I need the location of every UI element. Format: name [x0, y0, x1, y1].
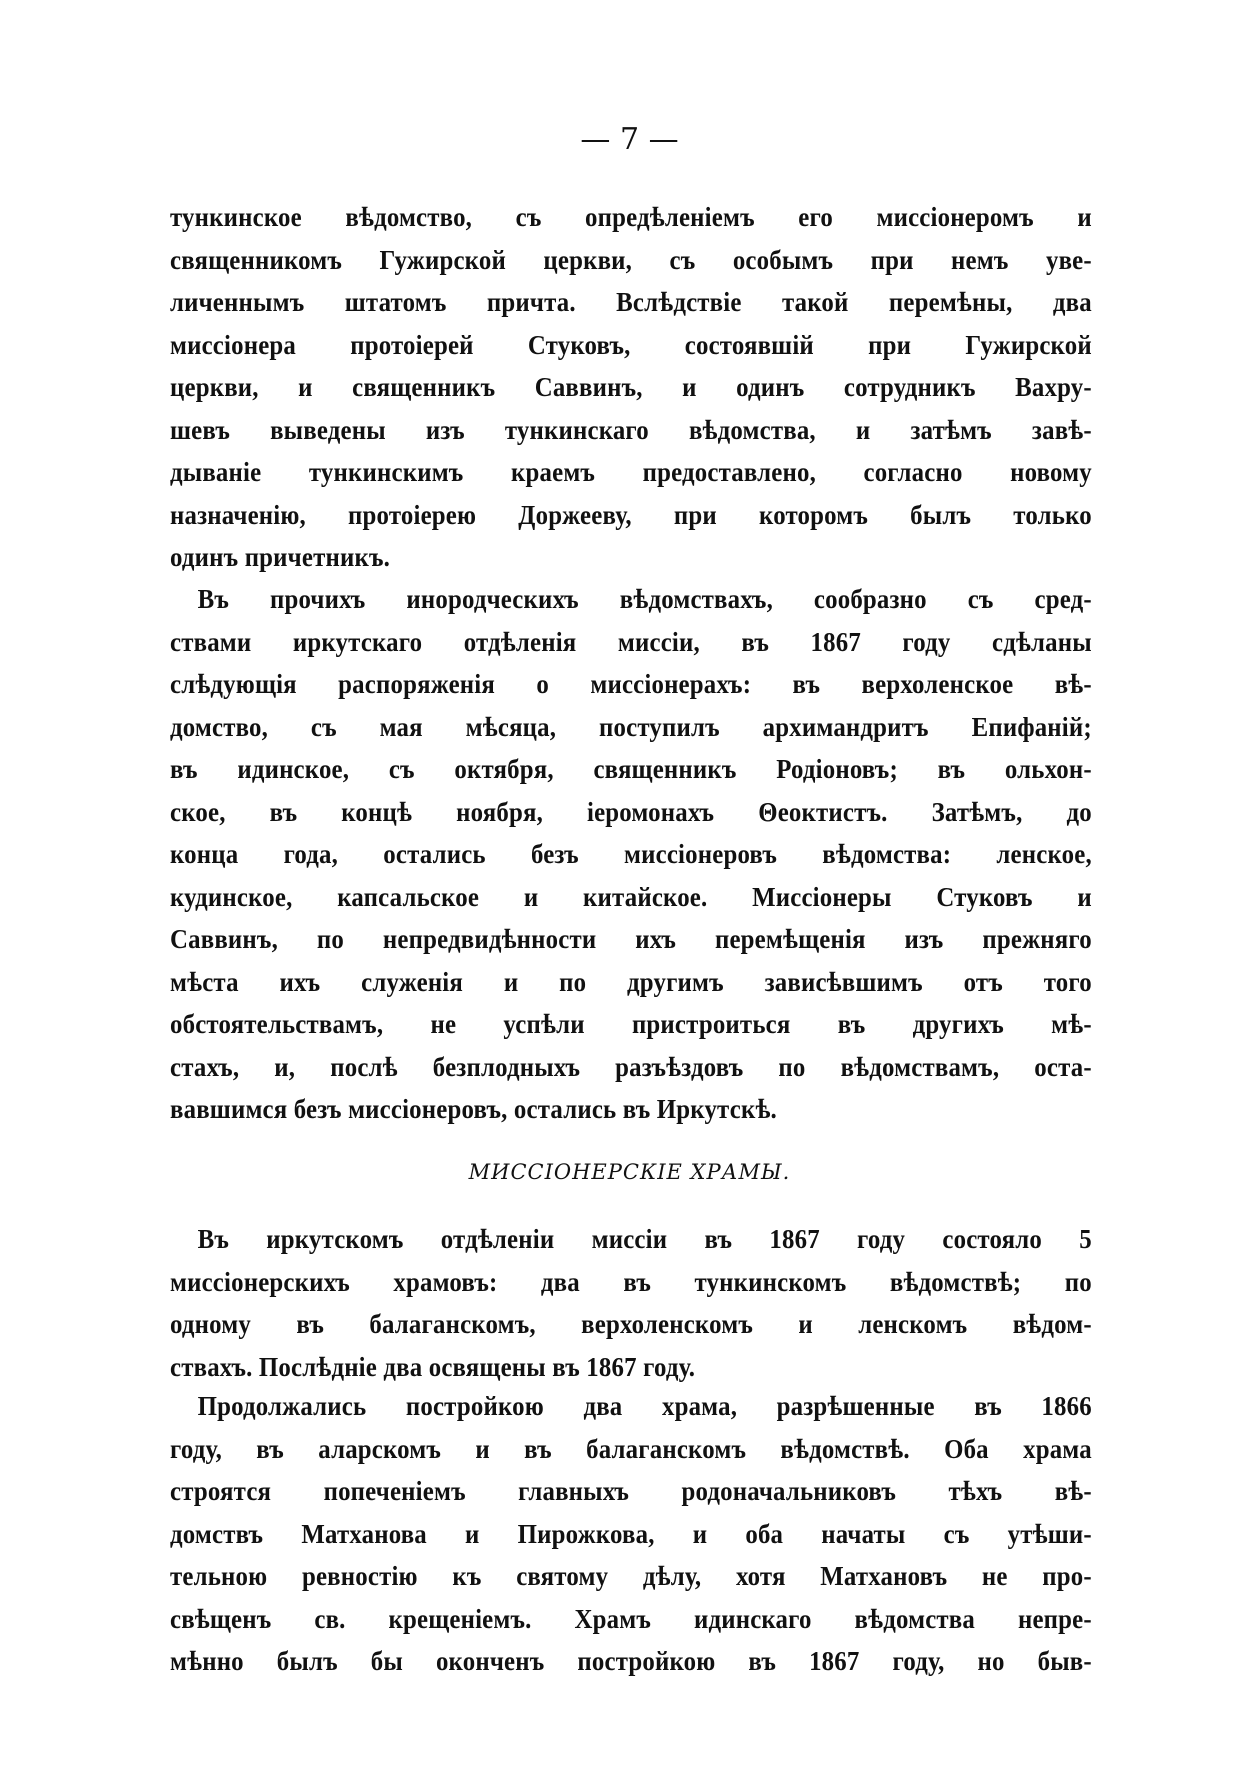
paragraph-continuation [170, 196, 1092, 579]
text-line: мѣнно былъ бы оконченъ постройкою въ 1867 году, но быв- [170, 1646, 1092, 1676]
text-line: тункинское вѣдомство, съ опредѣленіемъ его миссіонеромъ и [170, 202, 1092, 232]
text-line: миссіонерскихъ храмовъ: два въ тункинскомъ вѣдомствѣ; по [170, 1266, 1092, 1297]
text-line: ское, въ концѣ ноября, іеромонахъ Θеоктистъ. Затѣмъ, до [170, 796, 1092, 827]
text-line: ствами иркутскаго отдѣленія миссіи, въ 1867 году сдѣланы [170, 626, 1092, 657]
paragraph-mission-churches [170, 1218, 1092, 1388]
text-line: мѣста ихъ служенія и по другимъ зависѣвшимъ отъ того [170, 966, 1092, 997]
text-line: конца года, остались безъ миссіонеровъ вѣдомства: ленское, [170, 839, 1092, 869]
text-line: миссіонера протоіерей Стуковъ, состоявшій при Гужирской [170, 329, 1092, 360]
paragraph-other-departments [170, 578, 1092, 1131]
text-line: стахъ, и, послѣ безплодныхъ разъѣздовъ по вѣдомствамъ, оста- [170, 1051, 1092, 1082]
text-line: вавшимся безъ миссіонеровъ, остались въ Иркутскѣ. [170, 1094, 777, 1124]
text-line: Саввинъ, по непредвидѣнности ихъ перемѣщенія изъ прежняго [170, 924, 1092, 954]
text-line: Въ прочихъ инородческихъ вѣдомствахъ, сообразно съ сред- [197, 584, 1092, 614]
text-line: церкви, и священникъ Саввинъ, и одинъ сотрудникъ Вахру- [170, 372, 1092, 402]
text-line: шевъ выведены изъ тункинскаго вѣдомства, и затѣмъ завѣ- [170, 414, 1092, 445]
text-line: кудинское, капсальское и китайское. Миссіонеры Стуковъ и [170, 881, 1092, 912]
text-line: слѣдующія распоряженія о миссіонерахъ: въ верхоленское вѣ- [170, 669, 1092, 699]
text-line: тельною ревностію къ святому дѣлу, хотя Матхановъ не про- [170, 1561, 1092, 1591]
paragraph-churches-construction [170, 1385, 1092, 1683]
text-line: домствъ Матханова и Пирожкова, и оба начаты съ утѣши- [170, 1518, 1092, 1549]
text-line: въ идинское, съ октября, священникъ Родіоновъ; въ ольхон- [170, 754, 1092, 784]
page-number: — 7 — [580, 122, 679, 157]
text-line: одинъ причетникъ. [170, 542, 391, 572]
text-line: священникомъ Гужирской церкви, съ особымъ при немъ уве- [170, 244, 1092, 275]
text-line: назначенію, протоіерею Доржееву, при которомъ былъ только [170, 499, 1092, 530]
text-line: Продолжались постройкою два храма, разрѣшенные въ 1866 [197, 1391, 1092, 1421]
text-line: домство, съ мая мѣсяца, поступилъ архимандритъ Епифаній; [170, 711, 1092, 742]
text-line: строятся попеченіемъ главныхъ родоначальниковъ тѣхъ вѣ- [170, 1476, 1092, 1506]
text-line: Въ иркутскомъ отдѣленіи миссіи въ 1867 году состояло 5 [197, 1224, 1092, 1254]
text-line: обстоятельствамъ, не успѣли пристроиться въ другихъ мѣ- [170, 1009, 1092, 1039]
text-line: личеннымъ штатомъ причта. Вслѣдствіе такой перемѣны, два [170, 287, 1092, 317]
text-line: ствахъ. Послѣдніе два освящены въ 1867 году. [170, 1351, 696, 1382]
text-line: одному въ балаганскомъ, верхоленскомъ и ленскомъ вѣдом- [170, 1309, 1092, 1339]
section-heading: МИССІОНЕРСКІЕ ХРАМЫ. [468, 1160, 791, 1184]
text-line: дываніе тункинскимъ краемъ предоставлено, согласно новому [170, 457, 1092, 487]
text-line: году, въ аларскомъ и въ балаганскомъ вѣдомствѣ. Оба храма [170, 1433, 1092, 1464]
text-line: свѣщенъ св. крещеніемъ. Храмъ идинскаго вѣдомства непре- [170, 1603, 1092, 1634]
